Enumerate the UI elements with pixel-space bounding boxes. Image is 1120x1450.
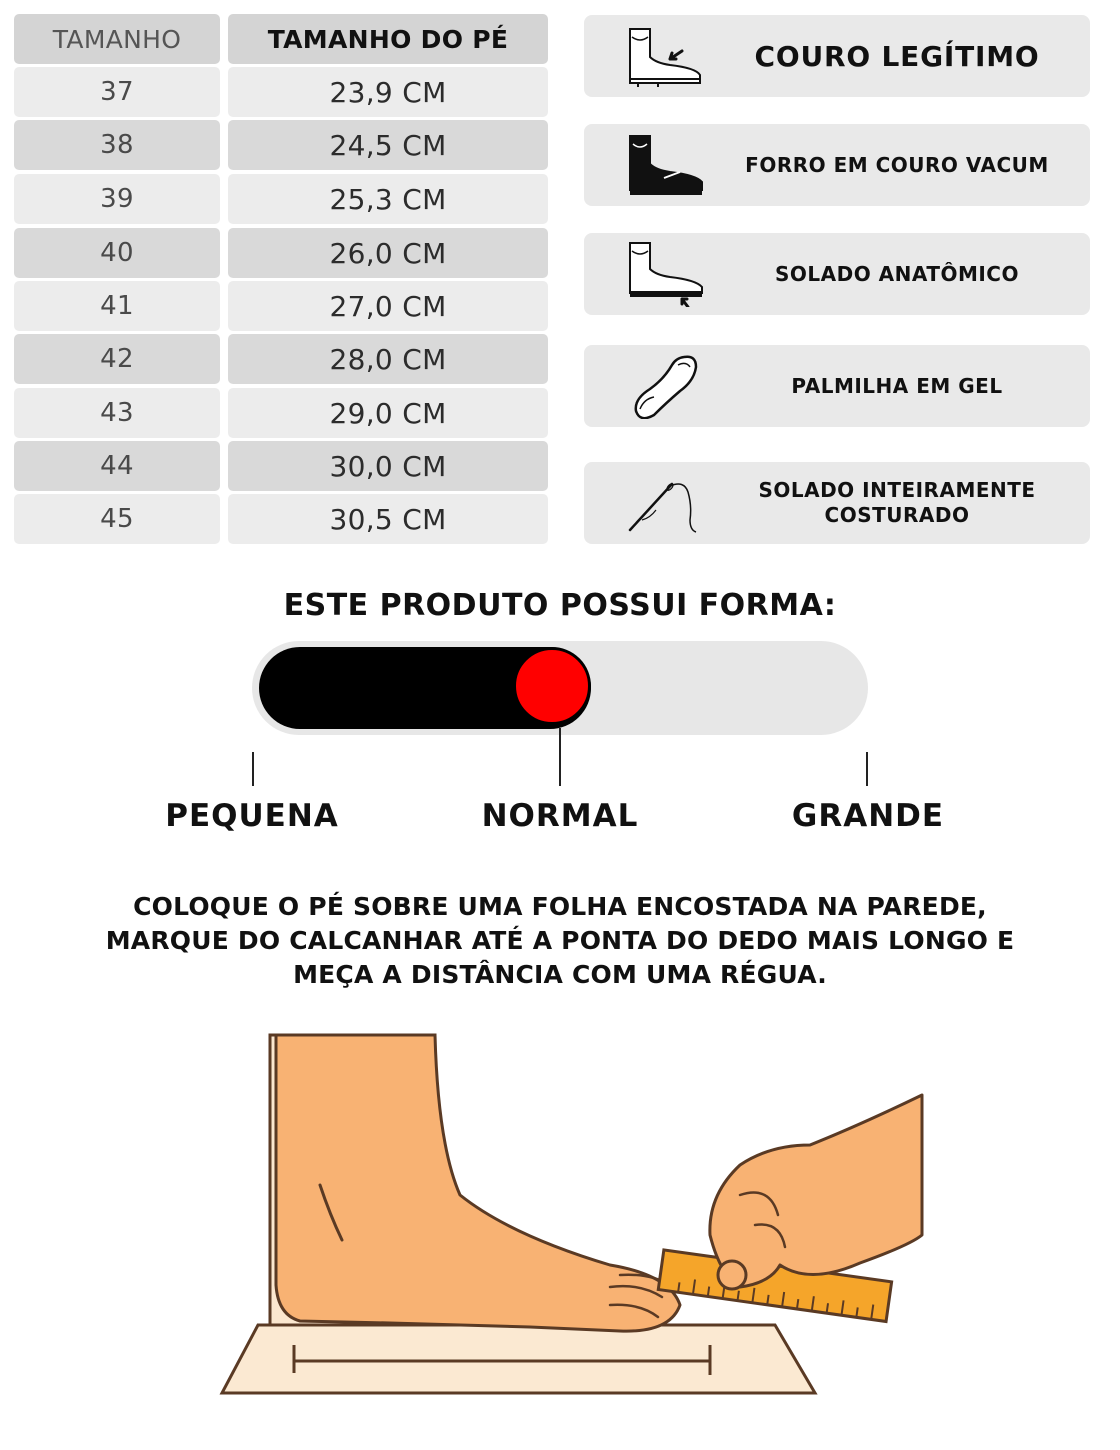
table-row	[14, 67, 548, 118]
header-size: TAMANHO	[14, 14, 220, 64]
fit-label-small: PEQUENA	[165, 798, 339, 834]
table-row	[14, 120, 548, 171]
size-cell: 42	[14, 334, 220, 384]
boot-black-icon	[620, 132, 716, 198]
foot-length-cell: 30,0 CM	[228, 441, 548, 491]
feature-label: SOLADO ANATÔMICO	[774, 261, 1019, 286]
size-cell: 41	[14, 281, 220, 331]
foot-length-cell: 29,0 CM	[228, 388, 548, 438]
feature-solado-anatomico	[584, 233, 1090, 315]
fit-title: ESTE PRODUTO POSSUI FORMA:	[283, 588, 837, 623]
feature-solado-costurado	[584, 462, 1090, 544]
table-row	[14, 388, 548, 439]
measure-instructions	[60, 890, 1060, 992]
foot-length-cell: 23,9 CM	[228, 67, 548, 117]
boot-outline-arrow-icon	[620, 23, 716, 89]
header-foot-size: TAMANHO DO PÉ	[228, 14, 548, 64]
foot-length-cell: 30,5 CM	[228, 494, 548, 544]
size-cell: 38	[14, 120, 220, 170]
tick-large	[866, 752, 868, 786]
instructions-line: COLOQUE O PÉ SOBRE UMA FOLHA ENCOSTADA NA PAREDE,	[133, 892, 987, 921]
foot-length-cell: 25,3 CM	[228, 174, 548, 224]
foot-length-cell: 27,0 CM	[228, 281, 548, 331]
size-cell: 40	[14, 228, 220, 278]
table-row	[14, 281, 548, 332]
feature-couro-legitimo	[584, 15, 1090, 97]
feature-label: FORRO EM COURO VACUM	[745, 152, 1049, 177]
foot-measuring-illustration	[210, 1025, 930, 1405]
size-cell: 44	[14, 441, 220, 491]
instructions-line: MARQUE DO CALCANHAR ATÉ A PONTA DO DEDO MAIS LONGO E	[105, 926, 1015, 955]
feature-forro-couro	[584, 124, 1090, 206]
table-row	[14, 494, 548, 545]
feature-palmilha-gel	[584, 345, 1090, 427]
table-row	[14, 228, 548, 279]
insole-icon	[620, 353, 716, 419]
size-cell: 39	[14, 174, 220, 224]
feature-label: SOLADO INTEIRAMENTE COSTURADO	[758, 478, 1036, 527]
instructions-line: MEÇA A DISTÂNCIA COM UMA RÉGUA.	[293, 960, 827, 989]
table-row	[14, 334, 548, 385]
size-cell: 37	[14, 67, 220, 117]
size-cell: 45	[14, 494, 220, 544]
tick-small	[252, 752, 254, 786]
size-table-header	[14, 14, 548, 65]
fit-label-normal: NORMAL	[481, 798, 639, 834]
feature-label: PALMILHA EM GEL	[791, 373, 1003, 398]
foot-length-cell: 24,5 CM	[228, 120, 548, 170]
table-row	[14, 441, 548, 492]
foot-length-cell: 28,0 CM	[228, 334, 548, 384]
needle-thread-icon	[620, 470, 716, 536]
boot-sole-arrow-icon	[620, 241, 716, 307]
feature-label: COURO LEGÍTIMO	[754, 39, 1040, 73]
fit-scale-indicator	[513, 647, 591, 725]
table-row	[14, 174, 548, 225]
fit-label-large: GRANDE	[791, 798, 945, 834]
foot-length-cell: 26,0 CM	[228, 228, 548, 278]
tick-normal	[559, 728, 561, 786]
size-cell: 43	[14, 388, 220, 438]
